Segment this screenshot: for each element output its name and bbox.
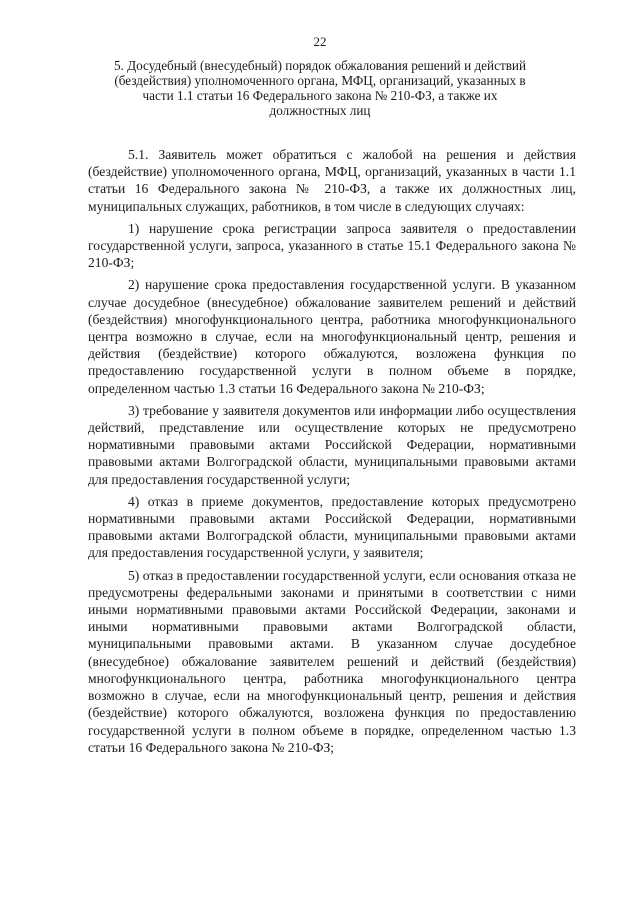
list-item-5: 5) отказ в предоставлении государственной услуги, если основания отказа не предусмотрены федеральными законами и принятыми в соответствии с ними иными нормативными правовыми актами Российской Федерации, законами и иными нормативными правовыми актами Волгоградской области, муниципальными правовыми актами. В указанном случае досудебное (внесудебное) обжалование заявителем решений и действий (бездействия) многофункционального центра, работника многофункционального центра возможно в случае, если на многофункциональный центр, решения и действия (бездействие) которого обжалуются, возложена функция по предоставлению государственной услуги в полном объеме в порядке, определенном частью 1.3 статьи 16 Федерального закона № 210-ФЗ; — [88, 567, 576, 755]
document-body — [88, 146, 576, 761]
section-heading: 5. Досудебный (внесудебный) порядок обжалования решений и действий (бездействия) уполномоченного органа, МФЦ, организаций, указанных в части 1.1 статьи 16 Федерального закона № 210-ФЗ, а также их должностных лиц — [113, 58, 527, 118]
list-item-1: 1) нарушение срока регистрации запроса заявителя о предоставлении государственной услуги, запроса, указанного в статье 15.1 Федерального закона № 210-ФЗ; — [88, 220, 576, 271]
page-number: 22 — [313, 34, 327, 49]
list-item-3: 3) требование у заявителя документов или информации либо осуществления действий, представление или осуществление которых не предусмотрено нормативными правовыми актами Российской Федерации, нормативными правовыми актами Волгоградской области, муниципальными правовыми актами для предоставления государственной услуги; — [88, 402, 576, 487]
list-item-2: 2) нарушение срока предоставления государственной услуги. В указанном случае досудебное (внесудебное) обжалование заявителем решений и действий (бездействия) многофункционального центра, работника многофункционального центра возможно в случае, если на многофункциональный центр, решения и действия (бездействие) которого обжалуются, возложена функция по предоставлению государственной услуги в полном объеме в порядке, определенном частью 1.3 статьи 16 Федерального закона № 210-ФЗ; — [88, 277, 576, 396]
paragraph-5-1: 5.1. Заявитель может обратиться с жалобой на решения и действия (бездействие) уполномоченного органа, МФЦ, организаций, указанных в части 1.1 статьи 16 Федерального закона № 210-ФЗ, а также их должностных лиц, муниципальных служащих, работников, в том числе в следующих случаях: — [88, 147, 576, 214]
list-item-4: 4) отказ в приеме документов, предоставление которых предусмотрено нормативными правовыми актами Российской Федерации, нормативными правовыми актами Волгоградской области, муниципальными правовыми актами для предоставления государственной услуги, у заявителя; — [88, 493, 576, 561]
